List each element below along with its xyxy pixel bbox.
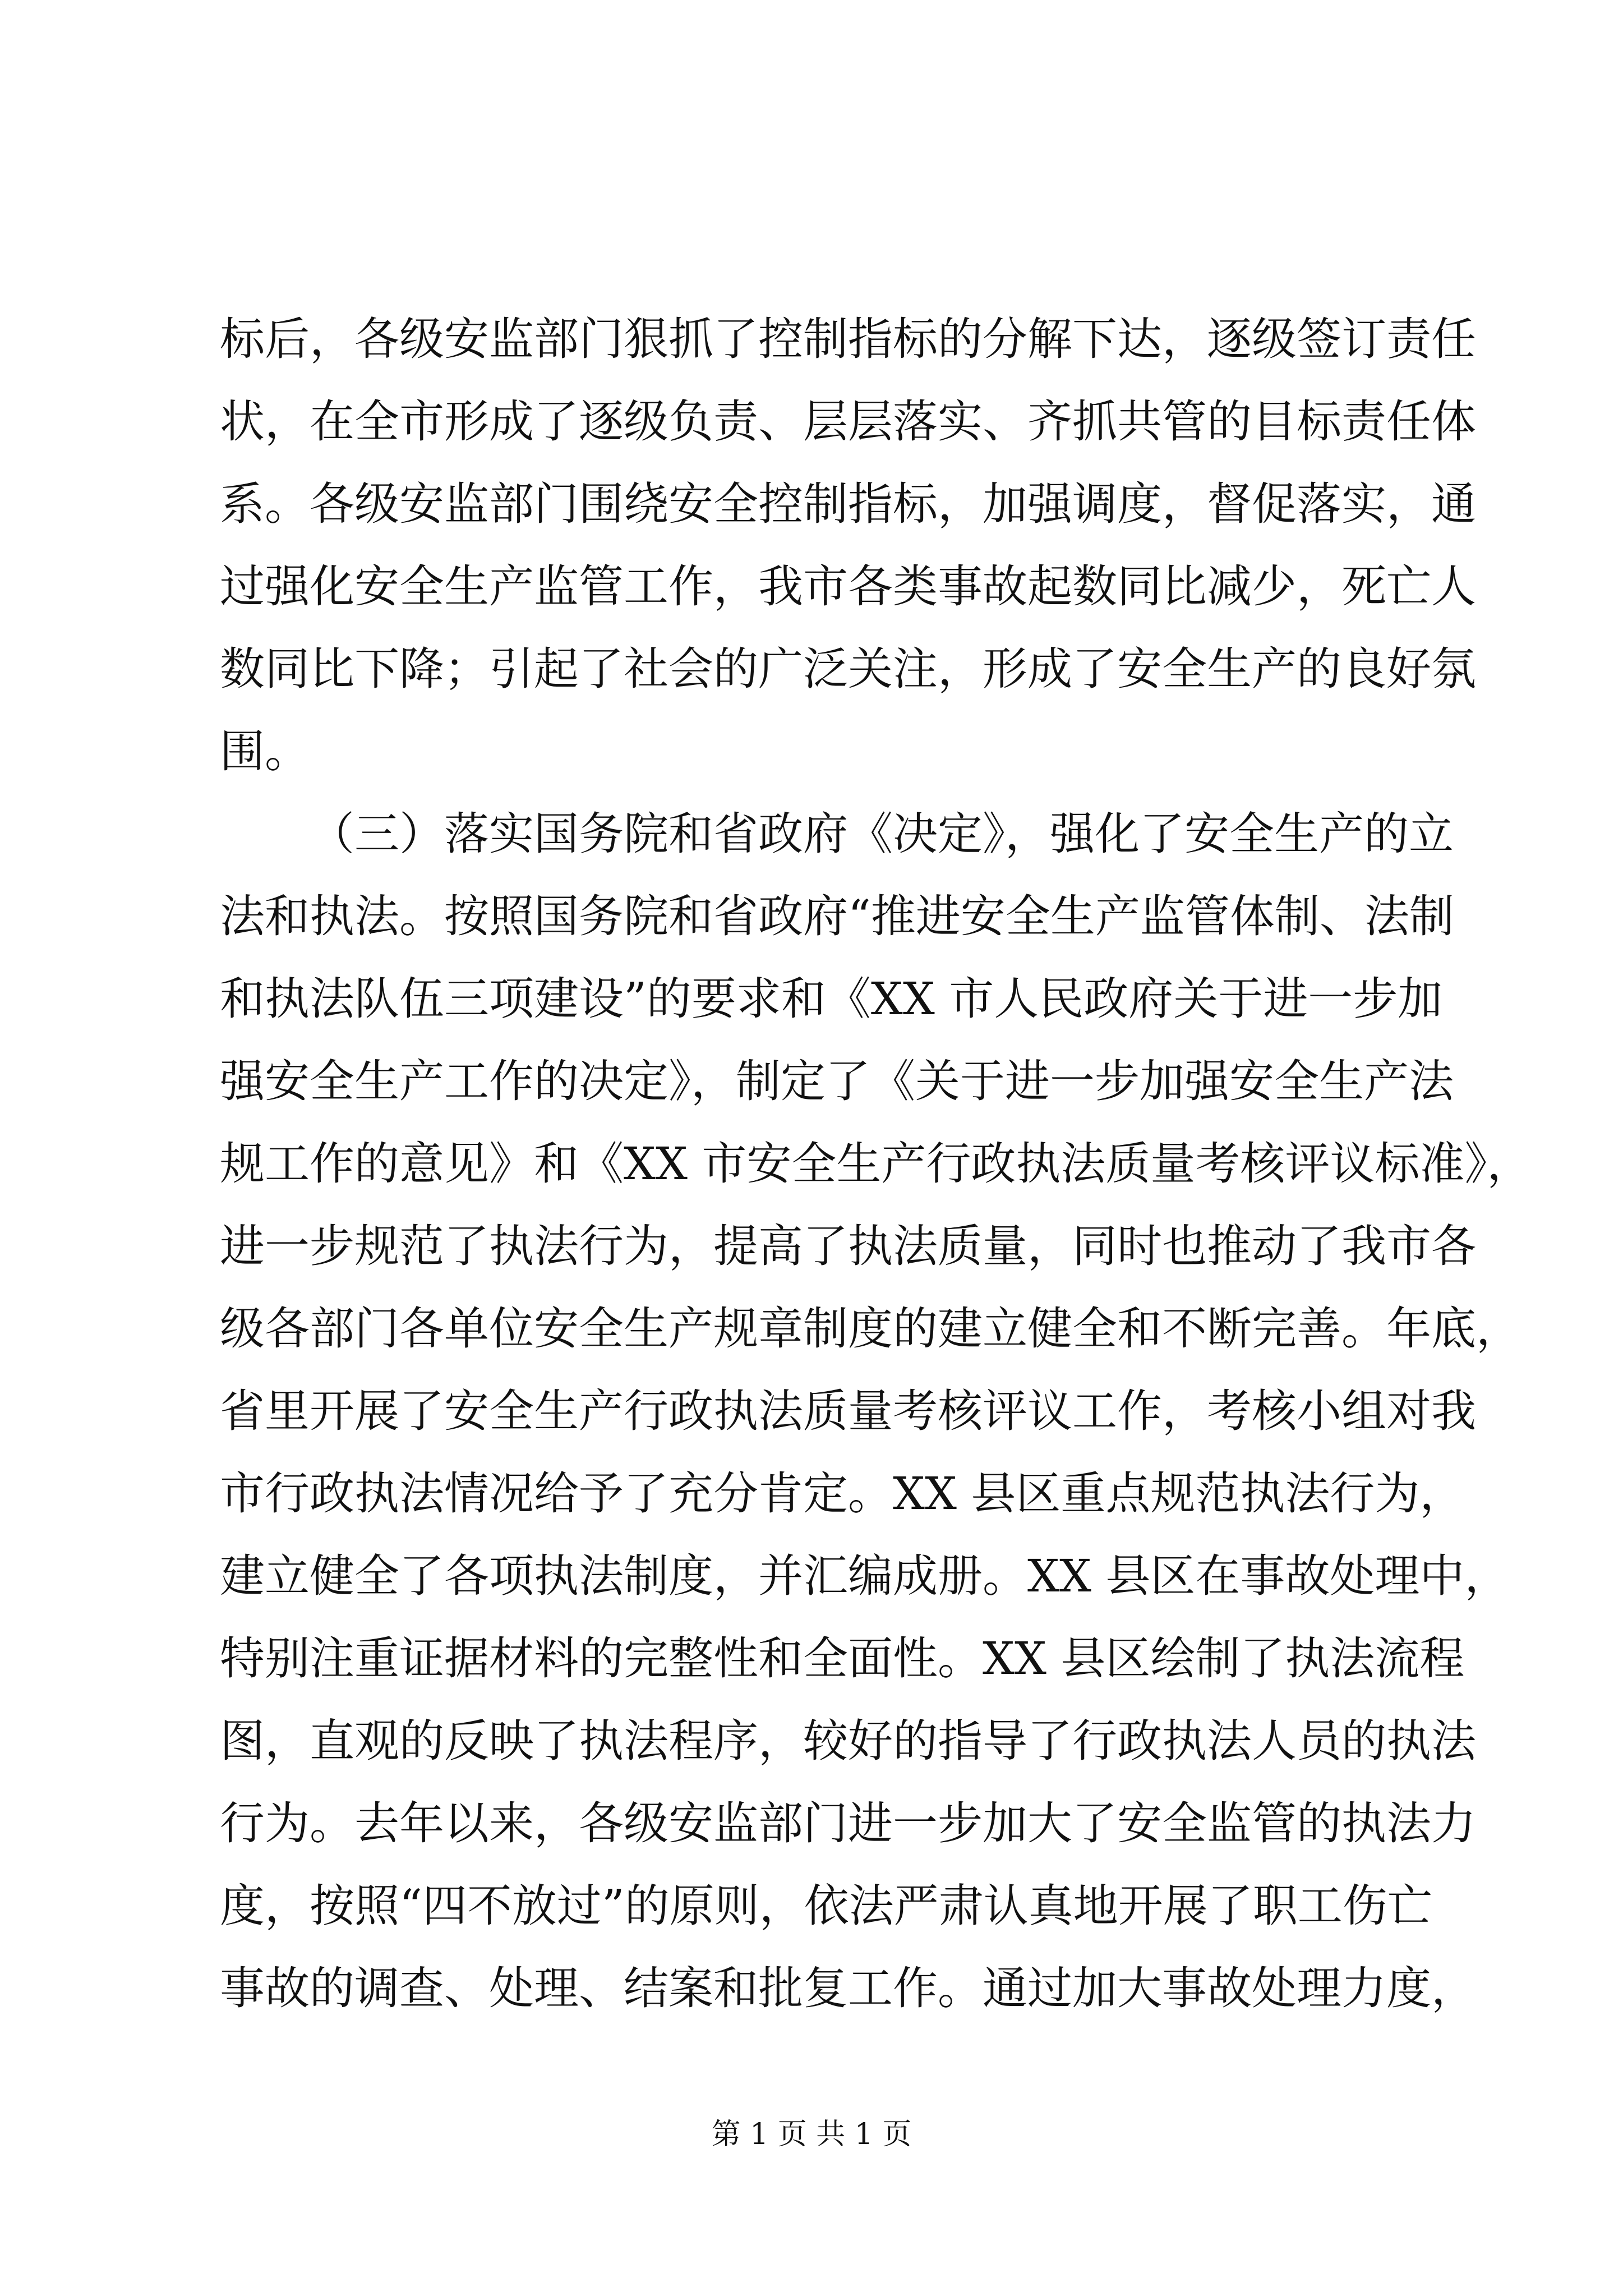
text-line: 建立健全了各项执法制度，并汇编成册。XX 县区在事故处理中，: [220, 1550, 1510, 1602]
text-line: 特别注重证据材料的完整性和全面性。XX 县区绘制了执法流程: [220, 1632, 1465, 1685]
text-line: 进一步规范了执法行为，提高了执法质量，同时也推动了我市各: [220, 1220, 1476, 1272]
text-line: 级各部门各单位安全生产规章制度的建立健全和不断完善。年底，: [220, 1303, 1521, 1355]
page-number-footer: 第 1 页 共 1 页: [711, 2118, 912, 2151]
text-line: 省里开展了安全生产行政执法质量考核评议工作，考核小组对我: [220, 1385, 1476, 1437]
text-line: 法和执法。按照国务院和省政府“推进安全生产监管体制、法制: [220, 890, 1454, 942]
text-line: 规工作的意见》和《XX 市安全生产行政执法质量考核评议标准》，: [220, 1138, 1532, 1190]
text-line: 图，直观的反映了执法程序，较好的指导了行政执法人员的执法: [220, 1715, 1476, 1767]
text-line: 和执法队伍三项建设”的要求和《XX 市人民政府关于进一步加: [220, 973, 1443, 1025]
text-line: 系。各级安监部门围绕安全控制指标，加强调度，督促落实，通: [220, 478, 1476, 530]
text-line: 数同比下降；引起了社会的广泛关注，形成了安全生产的良好氛: [220, 643, 1476, 695]
text-line: 度，按照“四不放过”的原则，依法严肃认真地开展了职工伤亡: [220, 1880, 1432, 1932]
text-line: 标后，各级安监部门狠抓了控制指标的分解下达，逐级签订责任: [220, 313, 1476, 365]
text-line: 围。: [220, 725, 310, 777]
text-line: 事故的调查、处理、结案和批复工作。通过加大事故处理力度，: [220, 1962, 1476, 2014]
text-line: 强安全生产工作的决定》，制定了《关于进一步加强安全生产法: [220, 1055, 1454, 1107]
section-heading-line: （三）落实国务院和省政府《决定》，强化了安全生产的立: [310, 808, 1454, 860]
text-line: 行为。去年以来，各级安监部门进一步加大了安全监管的执法力: [220, 1797, 1476, 1849]
text-line: 市行政执法情况给予了充分肯定。XX 县区重点规范执法行为，: [220, 1467, 1465, 1520]
text-line: 过强化安全生产监管工作，我市各类事故起数同比减少，死亡人: [220, 560, 1476, 613]
text-line: 状，在全市形成了逐级负责、层层落实、齐抓共管的目标责任体: [220, 395, 1476, 448]
